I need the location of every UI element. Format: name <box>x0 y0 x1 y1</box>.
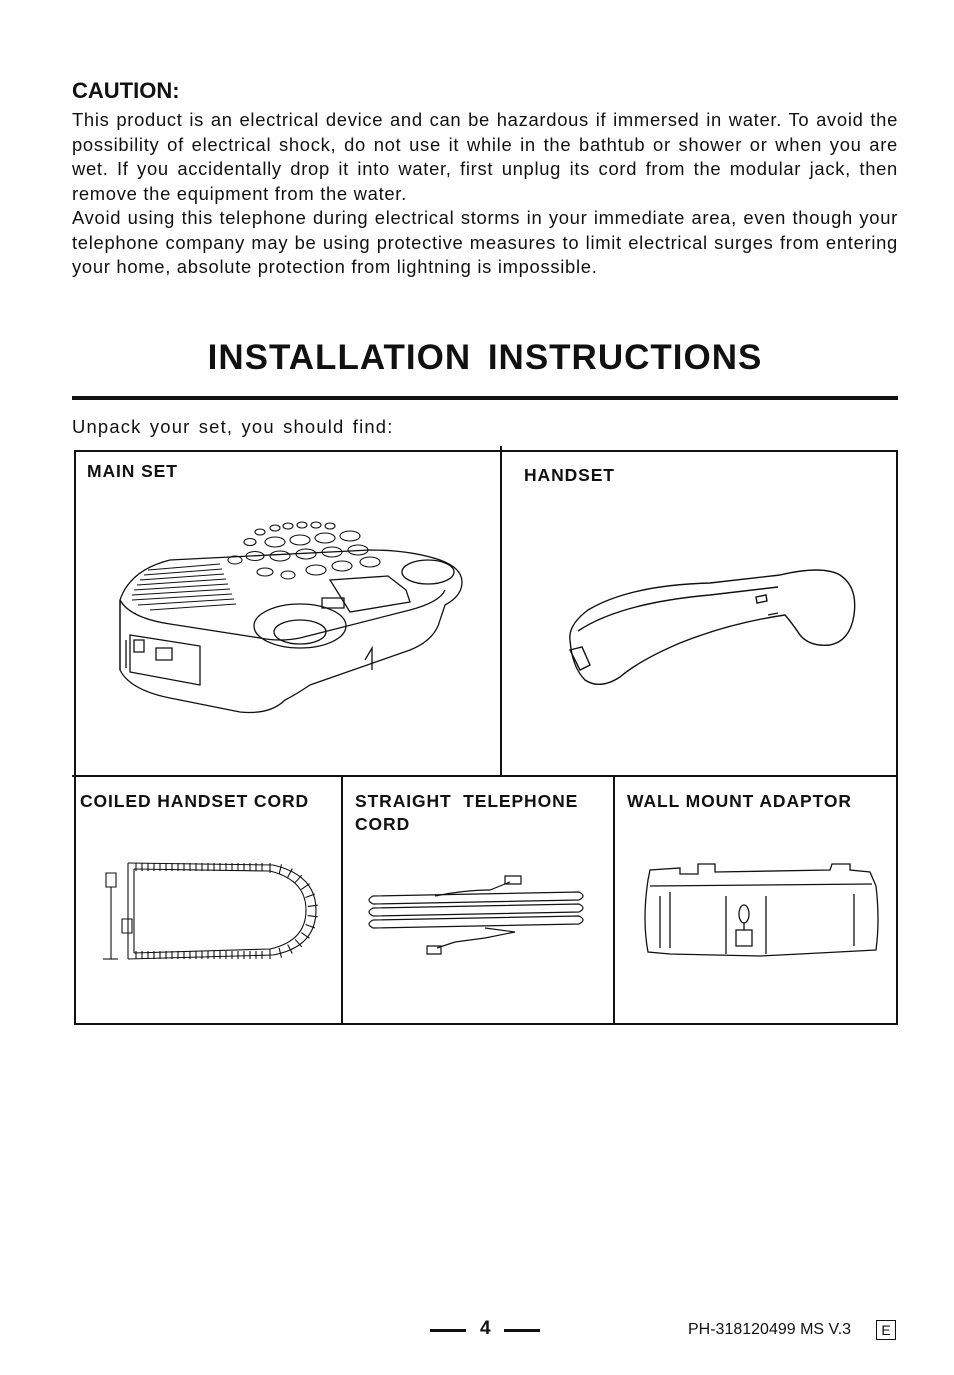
coiled-cord-illustration <box>98 855 323 967</box>
item-label-coiled-cord: COILED HANDSET CORD <box>80 791 310 811</box>
item-label-straight-cord: STRAIGHT TELEPHONE CORD <box>355 791 584 834</box>
caution-paragraph-1: This product is an electrical device and can be hazardous if immersed in water. To avoid the possibility of electrical shock, do not use it while in the bathtub or shower or when you are wet. If you accidentally drop it into water, first unplug its cord from the modular jack, then remove the equipment from the water. <box>72 109 898 204</box>
caution-paragraph-2: Avoid using this telephone during electrical storms in your immediate area, even though your telephone company may be using protective measures to limit electrical surges from entering your home, absolute protection from lightning is impossible. <box>72 207 898 277</box>
caution-heading: CAUTION: <box>72 78 180 103</box>
handset-illustration <box>560 555 865 690</box>
wall-mount-illustration <box>640 860 880 960</box>
item-label-handset: HANDSET <box>524 465 615 485</box>
installation-title: INSTALLATION INSTRUCTIONS <box>207 338 763 377</box>
title-rule <box>72 396 898 400</box>
footer-dash-left <box>430 1329 466 1332</box>
straight-cord-illustration <box>365 870 597 962</box>
page-number: 4 <box>480 1318 491 1339</box>
document-code: PH-318120499 MS V.3 <box>688 1321 852 1338</box>
main-set-illustration <box>110 520 470 730</box>
language-badge: E <box>876 1320 896 1340</box>
unpack-intro: Unpack your set, you should find: <box>72 416 394 437</box>
item-label-main-set: MAIN SET <box>87 461 178 481</box>
item-label-wall-mount: WALL MOUNT ADAPTOR <box>627 791 852 811</box>
footer-dash-right <box>504 1329 540 1332</box>
